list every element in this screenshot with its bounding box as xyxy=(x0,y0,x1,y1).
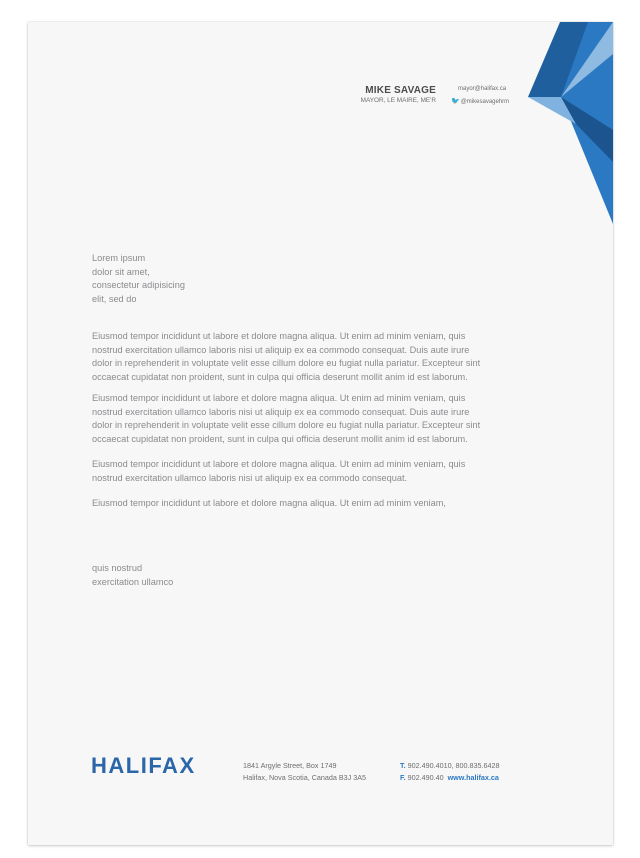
sender-block xyxy=(358,85,538,115)
sender-email[interactable]: mayor@halifax.ca xyxy=(458,86,507,92)
footer-contact xyxy=(400,760,500,783)
closing-line: exercitation ullamco xyxy=(92,576,174,587)
website-link[interactable]: www.halifax.ca xyxy=(447,772,499,782)
recipient-address xyxy=(92,252,185,306)
address-line: dolor sit amet, xyxy=(92,266,150,277)
paragraph-line: Eiusmod tempor incididunt ut labore et dolore magna aliqua. Ut enim ad minim veniam, quis xyxy=(92,459,466,469)
sender-title: MAYOR, LE MAIRE, ME'R xyxy=(360,97,436,104)
paragraph-line: nostrud exercitation ullamco laboris nisi ut aliquip ex ea commodo consequat. Duis aute irure xyxy=(92,344,470,355)
sender-name: MIKE SAVAGE xyxy=(365,85,436,96)
paragraph-line: dolor in reprehenderit in voluptate velit esse cillum dolore eu fugiat nulla pariatur. Excepteur sint xyxy=(92,358,481,368)
paragraph-line: occaecat cupidatat non proident, sunt in culpa qui officia deserunt mollit anim id est laborum. xyxy=(92,371,468,382)
fax-label: F. xyxy=(400,772,406,782)
logo-text-part: HAL xyxy=(91,753,141,778)
body-paragraph xyxy=(92,497,498,511)
paragraph-line: nostrud exercitation ullamco laboris nisi ut aliquip ex ea commodo consequat. Duis aute irure xyxy=(92,406,470,417)
closing-block xyxy=(92,562,173,589)
halifax-logo xyxy=(91,753,196,779)
footer-address-line: 1841 Argyle Street, Box 1749 xyxy=(243,761,337,770)
tel-value[interactable]: 902.490.4010, 800.835.6428 xyxy=(407,761,500,770)
sender-twitter[interactable] xyxy=(451,97,509,105)
twitter-handle[interactable]: @mikesavagehrm xyxy=(460,99,510,105)
footer-telephone xyxy=(400,760,500,772)
address-line: consectetur adipisicing xyxy=(92,280,185,290)
letterhead-page xyxy=(28,22,613,845)
address-line: Lorem ipsum xyxy=(92,253,146,263)
paragraph-line: Eiusmod tempor incididunt ut labore et dolore magna aliqua. Ut enim ad minim veniam, xyxy=(92,498,446,508)
body-paragraph xyxy=(92,458,498,485)
fax-value: 902.490.40 xyxy=(407,772,444,782)
footer-address xyxy=(243,760,366,783)
tel-label: T. xyxy=(400,761,406,770)
paragraph-line: occaecat cupidatat non proident, sunt in culpa qui officia deserunt mollit anim id est laborum. xyxy=(92,433,468,444)
body-paragraph xyxy=(92,392,498,446)
paragraph-line: nostrud exercitation ullamco laboris nisi ut aliquip ex ea commodo consequat. xyxy=(92,472,408,483)
footer-fax xyxy=(400,772,500,784)
footer-address-line: Halifax, Nova Scotia, Canada B3J 3A5 xyxy=(243,772,367,782)
closing-line: quis nostrud xyxy=(92,563,143,573)
address-line: elit, sed do xyxy=(92,293,137,304)
paragraph-line: dolor in reprehenderit in voluptate velit esse cillum dolore eu fugiat nulla pariatur. Excepteur sint xyxy=(92,420,481,430)
paragraph-line: Eiusmod tempor incididunt ut labore et dolore magna aliqua. Ut enim ad minim veniam, quis xyxy=(92,393,466,403)
paragraph-line: Eiusmod tempor incididunt ut labore et dolore magna aliqua. Ut enim ad minim veniam, quis xyxy=(92,331,466,341)
logo-text-part: IFAX xyxy=(140,753,196,778)
body-paragraph xyxy=(92,330,498,384)
twitter-icon: 🐦 xyxy=(451,98,460,105)
corner-chevron-graphic xyxy=(528,22,613,224)
